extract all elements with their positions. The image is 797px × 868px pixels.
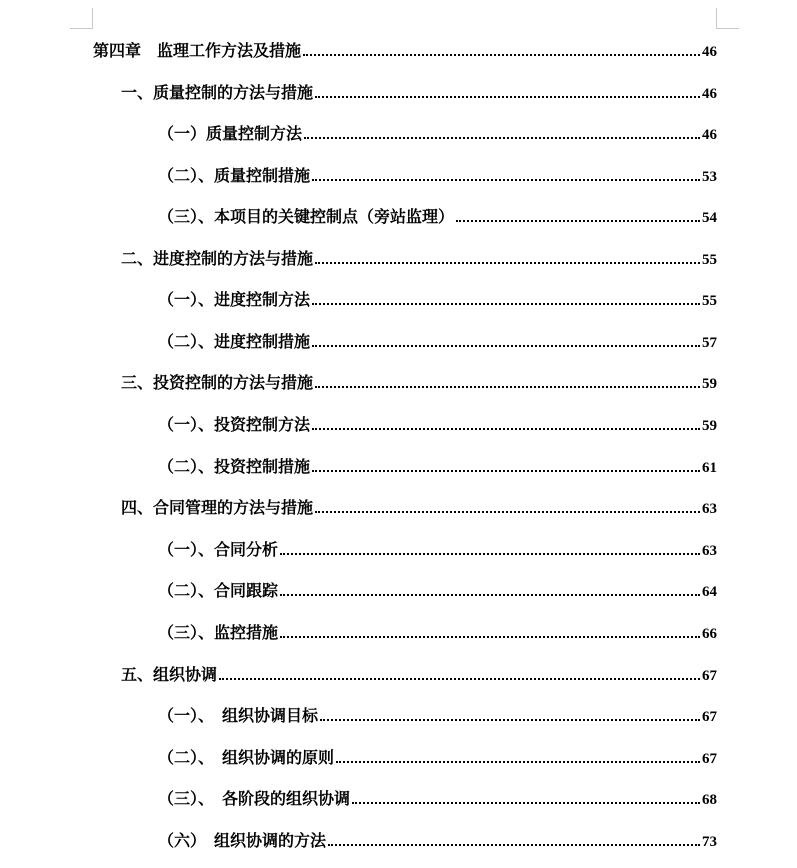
- toc-entry-subsection[interactable]: [158, 329, 717, 353]
- toc-entry-title: （二）、投资控制措施: [158, 457, 311, 476]
- toc-entry-subsection[interactable]: [158, 786, 717, 810]
- toc-page-number: 73: [702, 834, 717, 850]
- toc-page-number: 63: [702, 501, 717, 517]
- toc-page-number: 46: [702, 44, 717, 60]
- toc-page-number: 67: [702, 709, 717, 725]
- toc-entry-title: （二）、进度控制措施: [158, 332, 311, 351]
- toc-page-number: 55: [702, 252, 717, 268]
- toc-entry-title: 五、组织协调: [121, 665, 218, 684]
- toc-dot-leader: [304, 137, 700, 139]
- toc-page-number: 53: [702, 169, 717, 185]
- toc-dot-leader: [320, 719, 700, 721]
- toc-entry-section-investment[interactable]: [121, 370, 717, 394]
- toc-dot-leader: [315, 96, 700, 98]
- page-corner-mark-top-right: [716, 8, 739, 29]
- toc-entry-title: 三、投资控制的方法与措施: [121, 373, 314, 392]
- toc-entry-subsection[interactable]: [158, 703, 717, 727]
- toc-dot-leader: [312, 303, 700, 305]
- toc-page-number: 61: [702, 460, 717, 476]
- toc-dot-leader: [352, 802, 700, 804]
- toc-dot-leader: [303, 54, 700, 56]
- toc-page-number: 67: [702, 751, 717, 767]
- toc-entry-title: （六） 组织协调的方法: [158, 831, 327, 850]
- toc-dot-leader: [315, 262, 700, 264]
- toc-page-number: 54: [702, 210, 717, 226]
- toc-entry-title: 二、进度控制的方法与措施: [121, 249, 314, 268]
- toc-entry-title: （二）、合同跟踪: [158, 581, 279, 600]
- toc-entry-subsection[interactable]: [158, 412, 717, 436]
- toc-entry-subsection[interactable]: [158, 454, 717, 478]
- toc-dot-leader: [312, 179, 700, 181]
- toc-page-number: 46: [702, 127, 717, 143]
- toc-entry-title: （一）、合同分析: [158, 540, 279, 559]
- toc-page-number: 59: [702, 418, 717, 434]
- toc-dot-leader: [336, 761, 700, 763]
- toc-entry-subsection[interactable]: [158, 537, 717, 561]
- toc-page-number: 59: [702, 376, 717, 392]
- toc-entry-title: （二）、 组织协调的原则: [158, 748, 335, 767]
- toc-entry-subsection[interactable]: [158, 121, 717, 145]
- toc-dot-leader: [219, 678, 700, 680]
- toc-page-number: 64: [702, 584, 717, 600]
- page-corner-mark-top-left: [70, 8, 93, 29]
- toc-entry-subsection[interactable]: [158, 745, 717, 769]
- toc-entry-title: （三）、 各阶段的组织协调: [158, 789, 351, 808]
- toc-page-number: 63: [702, 543, 717, 559]
- toc-dot-leader: [312, 428, 700, 430]
- toc-entry-title: （一）、投资控制方法: [158, 415, 311, 434]
- toc-dot-leader: [280, 594, 700, 596]
- toc-page-number: 67: [702, 668, 717, 684]
- toc-page-number: 57: [702, 335, 717, 351]
- toc-entry-chapter-4[interactable]: [93, 38, 717, 62]
- toc-entry-title: （一）、 组织协调目标: [158, 706, 319, 725]
- toc-entry-section-contract[interactable]: [121, 495, 717, 519]
- toc-page-number: 66: [702, 626, 717, 642]
- toc-entry-section-coordination[interactable]: [121, 662, 717, 686]
- toc-dot-leader: [328, 844, 700, 846]
- toc-entry-subsection[interactable]: [158, 163, 717, 187]
- toc-page-number: 46: [702, 86, 717, 102]
- toc-entry-subsection[interactable]: [158, 287, 717, 311]
- toc-entry-title: （二）、质量控制措施: [158, 166, 311, 185]
- toc-page-number: 55: [702, 293, 717, 309]
- toc-dot-leader: [280, 636, 700, 638]
- toc-entry-title: （一）质量控制方法: [158, 124, 303, 143]
- toc-page-number: 68: [702, 792, 717, 808]
- toc-entry-section-schedule[interactable]: [121, 246, 717, 270]
- toc-entry-subsection[interactable]: [158, 828, 717, 852]
- toc-entry-title: 一、质量控制的方法与措施: [121, 83, 314, 102]
- toc-entry-title: （一）、进度控制方法: [158, 290, 311, 309]
- toc-entry-subsection[interactable]: [158, 578, 717, 602]
- toc-entry-title: （三）、本项目的关键控制点（旁站监理）: [158, 207, 455, 226]
- toc-dot-leader: [315, 386, 700, 388]
- toc-dot-leader: [315, 511, 700, 513]
- toc-entry-subsection[interactable]: [158, 620, 717, 644]
- toc-entry-title: （三）、监控措施: [158, 623, 279, 642]
- toc-dot-leader: [312, 470, 700, 472]
- toc-dot-leader: [456, 220, 700, 222]
- toc-entry-title: 四、合同管理的方法与措施: [121, 498, 314, 517]
- toc-dot-leader: [280, 553, 700, 555]
- toc-dot-leader: [312, 345, 700, 347]
- toc-entry-section-quality[interactable]: [121, 80, 717, 104]
- toc-entry-title: 第四章 监理工作方法及措施: [93, 41, 302, 60]
- toc-entry-subsection[interactable]: [158, 204, 717, 228]
